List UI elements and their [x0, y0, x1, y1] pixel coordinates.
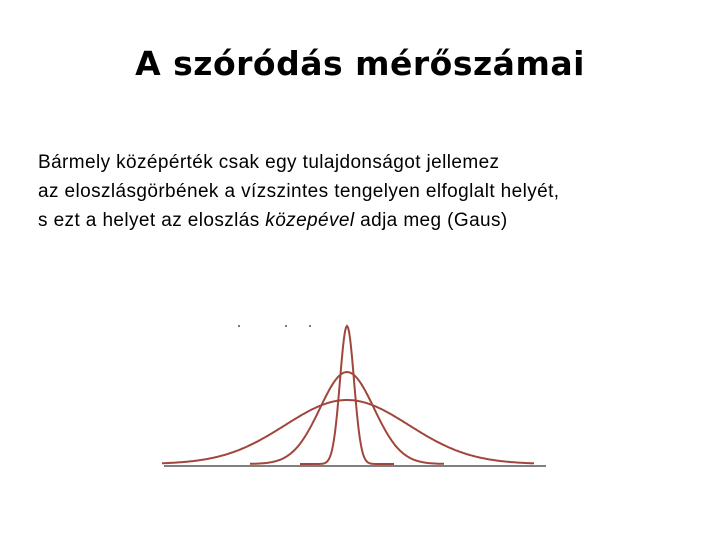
axis-dots — [238, 325, 311, 327]
body-line-3-end: adja meg (Gaus) — [354, 210, 508, 231]
axis-dot — [238, 325, 240, 327]
slide-body — [38, 148, 698, 235]
medium-curve — [250, 372, 444, 464]
gauss-curves-figure — [150, 310, 550, 480]
body-line-2: az eloszlásgörbének a vízszintes tengelyen elfoglalt helyét, — [38, 181, 560, 202]
body-line-3-start: s ezt a helyet az eloszlás — [38, 210, 266, 231]
body-emphasis: közepével — [265, 210, 355, 231]
body-line-1: Bármely középérték csak egy tulajdonságot jellemez — [38, 152, 500, 173]
axis-dot — [285, 325, 287, 327]
slide-title: A szóródás mérőszámai — [135, 44, 585, 83]
axis-dot — [309, 325, 311, 327]
wide-curve — [162, 400, 534, 463]
narrow-curve — [300, 326, 394, 464]
body-line-3 — [38, 206, 698, 235]
